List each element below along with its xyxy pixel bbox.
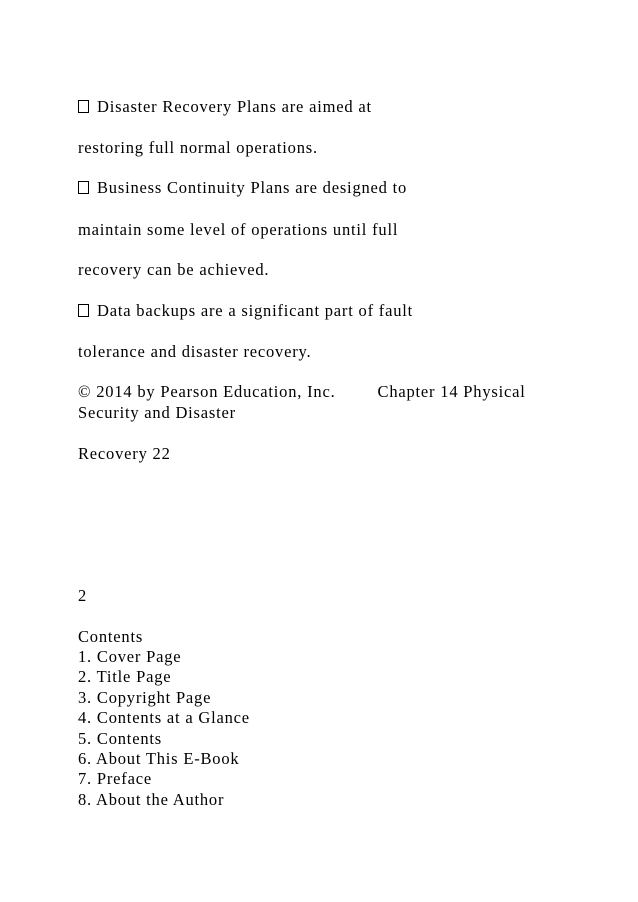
bullet-1-line-2: restoring full normal operations. <box>78 138 318 157</box>
bullet-glyph-icon <box>78 100 89 113</box>
bullet-glyph-icon <box>78 304 89 317</box>
contents-item: 3. Copyright Page <box>78 688 212 707</box>
page-number: 2 <box>78 586 88 605</box>
footer-chapter-cont: Security and Disaster <box>78 403 236 422</box>
bullet-2-line-1: Business Continuity Plans are designed to <box>78 178 407 198</box>
contents-item: 5. Contents <box>78 729 162 748</box>
contents-item: 7. Preface <box>78 769 152 788</box>
footer-recovery: Recovery 22 <box>78 444 171 463</box>
bullet-1-line-1: Disaster Recovery Plans are aimed at <box>78 97 372 117</box>
bullet-2-line-2: maintain some level of operations until full <box>78 220 399 239</box>
copyright-text: © 2014 by Pearson Education, Inc. <box>78 382 336 401</box>
contents-item: 6. About This E-Book <box>78 749 240 768</box>
contents-item: 1. Cover Page <box>78 647 182 666</box>
contents-heading: Contents <box>78 627 144 646</box>
footer-copyright-line <box>78 382 526 402</box>
bullet-glyph-icon <box>78 181 89 194</box>
contents-item: 8. About the Author <box>78 790 225 809</box>
contents-item: 4. Contents at a Glance <box>78 708 250 727</box>
chapter-text: Chapter 14 Physical <box>377 382 526 401</box>
contents-item: 2. Title Page <box>78 667 172 686</box>
bullet-3-line-1: Data backups are a significant part of fault <box>78 301 413 321</box>
bullet-2-line-3: recovery can be achieved. <box>78 260 270 279</box>
bullet-3-line-2: tolerance and disaster recovery. <box>78 342 312 361</box>
